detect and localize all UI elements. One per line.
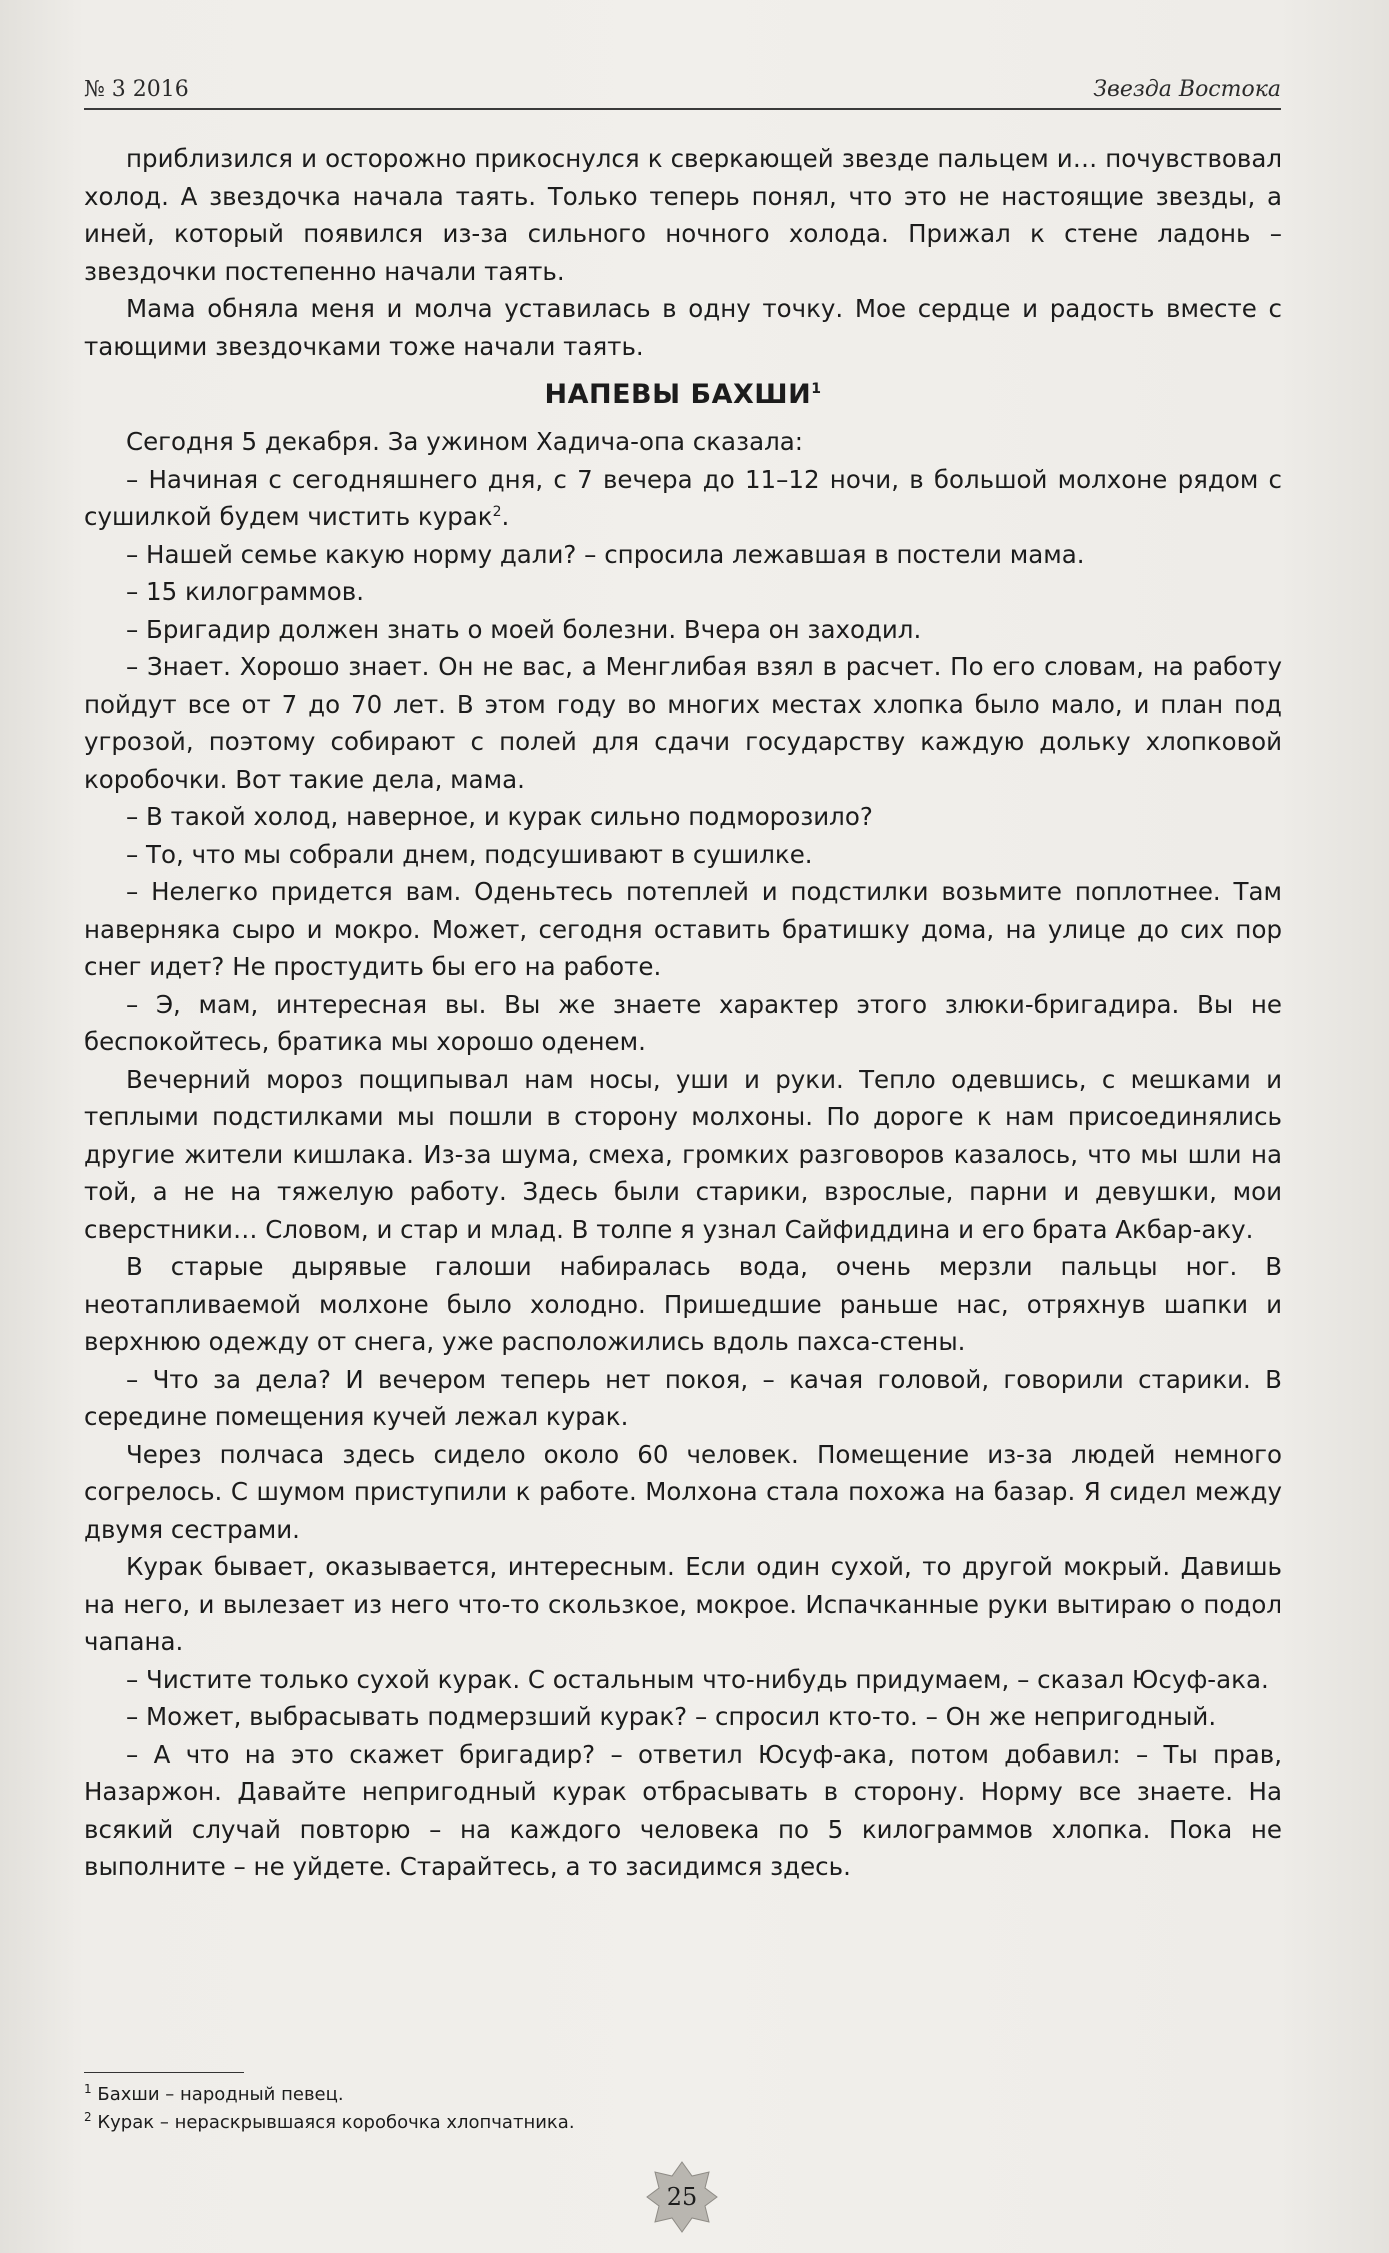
- footnotes: [84, 2072, 784, 2137]
- paragraph: Курак бывает, оказывается, интересным. Если один сухой, то другой мокрый. Давишь на него, и вылезает из него что-то скользкое, мокрое. Испачканные руки вытираю о подол чапана.: [84, 1552, 1282, 1656]
- footnote-text: Курак – нераскрывшаяся коробочка хлопчатника.: [97, 2112, 575, 2133]
- footnote: [84, 2081, 784, 2109]
- article-body: [84, 140, 1282, 1886]
- section-heading: [84, 375, 1282, 415]
- paragraph: Сегодня 5 декабря. За ужином Хадича-опа сказала:: [126, 427, 804, 456]
- journal-title: Звезда Востока: [1093, 77, 1281, 102]
- paragraph: – Бригадир должен знать о моей болезни. Вчера он заходил.: [126, 614, 922, 644]
- paragraph: – Чистите только сухой курак. С остальным что-нибудь придумаем, – сказал Юсуф-ака.: [126, 1664, 1269, 1694]
- paragraph: – Нашей семье какую норму дали? – спросила лежавшая в постели мама.: [126, 539, 1085, 569]
- paragraph: – В такой холод, наверное, и курак сильно подморозило?: [126, 802, 873, 831]
- paragraph: В старые дырявые галоши набиралась вода, очень мерзли пальцы ног. В неотапливаемой молхоне было холодно. Пришедшие раньше нас, отряхнув шапки и верхнюю одежду от снега, уже расположились вдоль пахса-стены.: [84, 1252, 1282, 1356]
- footnote: [84, 2109, 784, 2137]
- paragraph: – Может, выбрасывать подмерзший курак? – спросил кто-то. – Он же непригодный.: [126, 1702, 1217, 1731]
- paragraph: Через полчаса здесь сидело около 60 человек. Помещение из-за людей немного согрелось. С шумом приступили к работе. Молхона стала похожа на базар. Я сидел между двумя сестрами.: [84, 1439, 1282, 1544]
- paragraph: – 15 килограммов.: [126, 577, 364, 606]
- footnote-number: 2: [84, 2110, 92, 2124]
- page-number: 25: [666, 2183, 698, 2211]
- paragraph: – Что за дела? И вечером теперь нет покоя, – качая головой, говорили старики. В середине помещения кучей лежал курак.: [84, 1364, 1282, 1431]
- running-header: [84, 68, 1281, 110]
- paragraph: приблизился и осторожно прикоснулся к сверкающей звезде пальцем и… почувствовал холод. А звездочка начала таять. Только теперь понял, что это не настоящие звезды, а иней, который появился из-за сильного ночного холода. Прижал к стене ладонь – звездочки постепенно начали таять.: [84, 144, 1282, 286]
- paragraph: – Э, мам, интересная вы. Вы же знаете характер этого злюки-бригадира. Вы не беспокойтесь, братика мы хорошо оденем.: [84, 989, 1282, 1056]
- section-heading-text: НАПЕВЫ БАХШИ: [544, 379, 812, 410]
- paragraph: [84, 461, 1282, 536]
- paragraph: – То, что мы собрали днем, подсушивают в сушилке.: [126, 839, 813, 869]
- footnote-mark: 1: [811, 381, 822, 397]
- paragraph: – Нелегко придется вам. Оденьтесь потеплей и подстилки возьмите поплотнее. Там наверняка сыро и мокро. Может, сегодня оставить братишку дома, на улице до сих пор снег идет? Не простудить бы его на работе.: [84, 877, 1282, 981]
- issue-number: № 3 2016: [84, 77, 189, 102]
- footnote-text: Бахши – народный певец.: [97, 2084, 344, 2105]
- footnote-number: 1: [84, 2082, 92, 2096]
- paragraph: – А что на это скажет бригадир? – ответил Юсуф-ака, потом добавил: – Ты прав, Назаржон. Давайте непригодный курак отбрасывать в сторону. Норму все знаете. На всякий случай повторю – на каждого человека по 5 килограммов хлопка. Пока не выполните – не уйдете. Старайтесь, а то засидимся здесь.: [84, 1739, 1282, 1881]
- footnote-mark: 2: [492, 503, 502, 520]
- paragraph: Вечерний мороз пощипывал нам носы, уши и руки. Тепло одевшись, с мешками и теплыми подстилками мы пошли в сторону молхоны. По дороге к нам присоединялись другие жители кишлака. Из-за шума, смеха, громких разговоров казалось, что мы шли на той, а не на тяжелую работу. Здесь были старики, взрослые, парни и девушки, мои сверстники… Словом, и стар и млад. В толпе я узнал Сайфиддина и его брата Акбар-аку.: [84, 1064, 1282, 1244]
- paragraph-text: – Начиная с сегодняшнего дня, с 7 вечера до 11–12 ночи, в большой молхоне рядом с сушилкой будем чистить курак: [84, 464, 1282, 531]
- page-number-badge: [645, 2160, 719, 2234]
- footnote-divider: [84, 2072, 244, 2073]
- paragraph-end: .: [501, 502, 510, 531]
- paragraph: – Знает. Хорошо знает. Он не вас, а Менглибая взял в расчет. По его словам, на работу пойдут все от 7 до 70 лет. В этом году во многих местах хлопка было мало, и план под угрозой, поэтому собирают с полей для сдачи государству каждую дольку хлопковой коробочки. Вот такие дела, мама.: [84, 652, 1282, 794]
- paragraph: Мама обняла меня и молча уставилась в одну точку. Мое сердце и радость вместе с тающими звездочками тоже начали таять.: [84, 294, 1282, 361]
